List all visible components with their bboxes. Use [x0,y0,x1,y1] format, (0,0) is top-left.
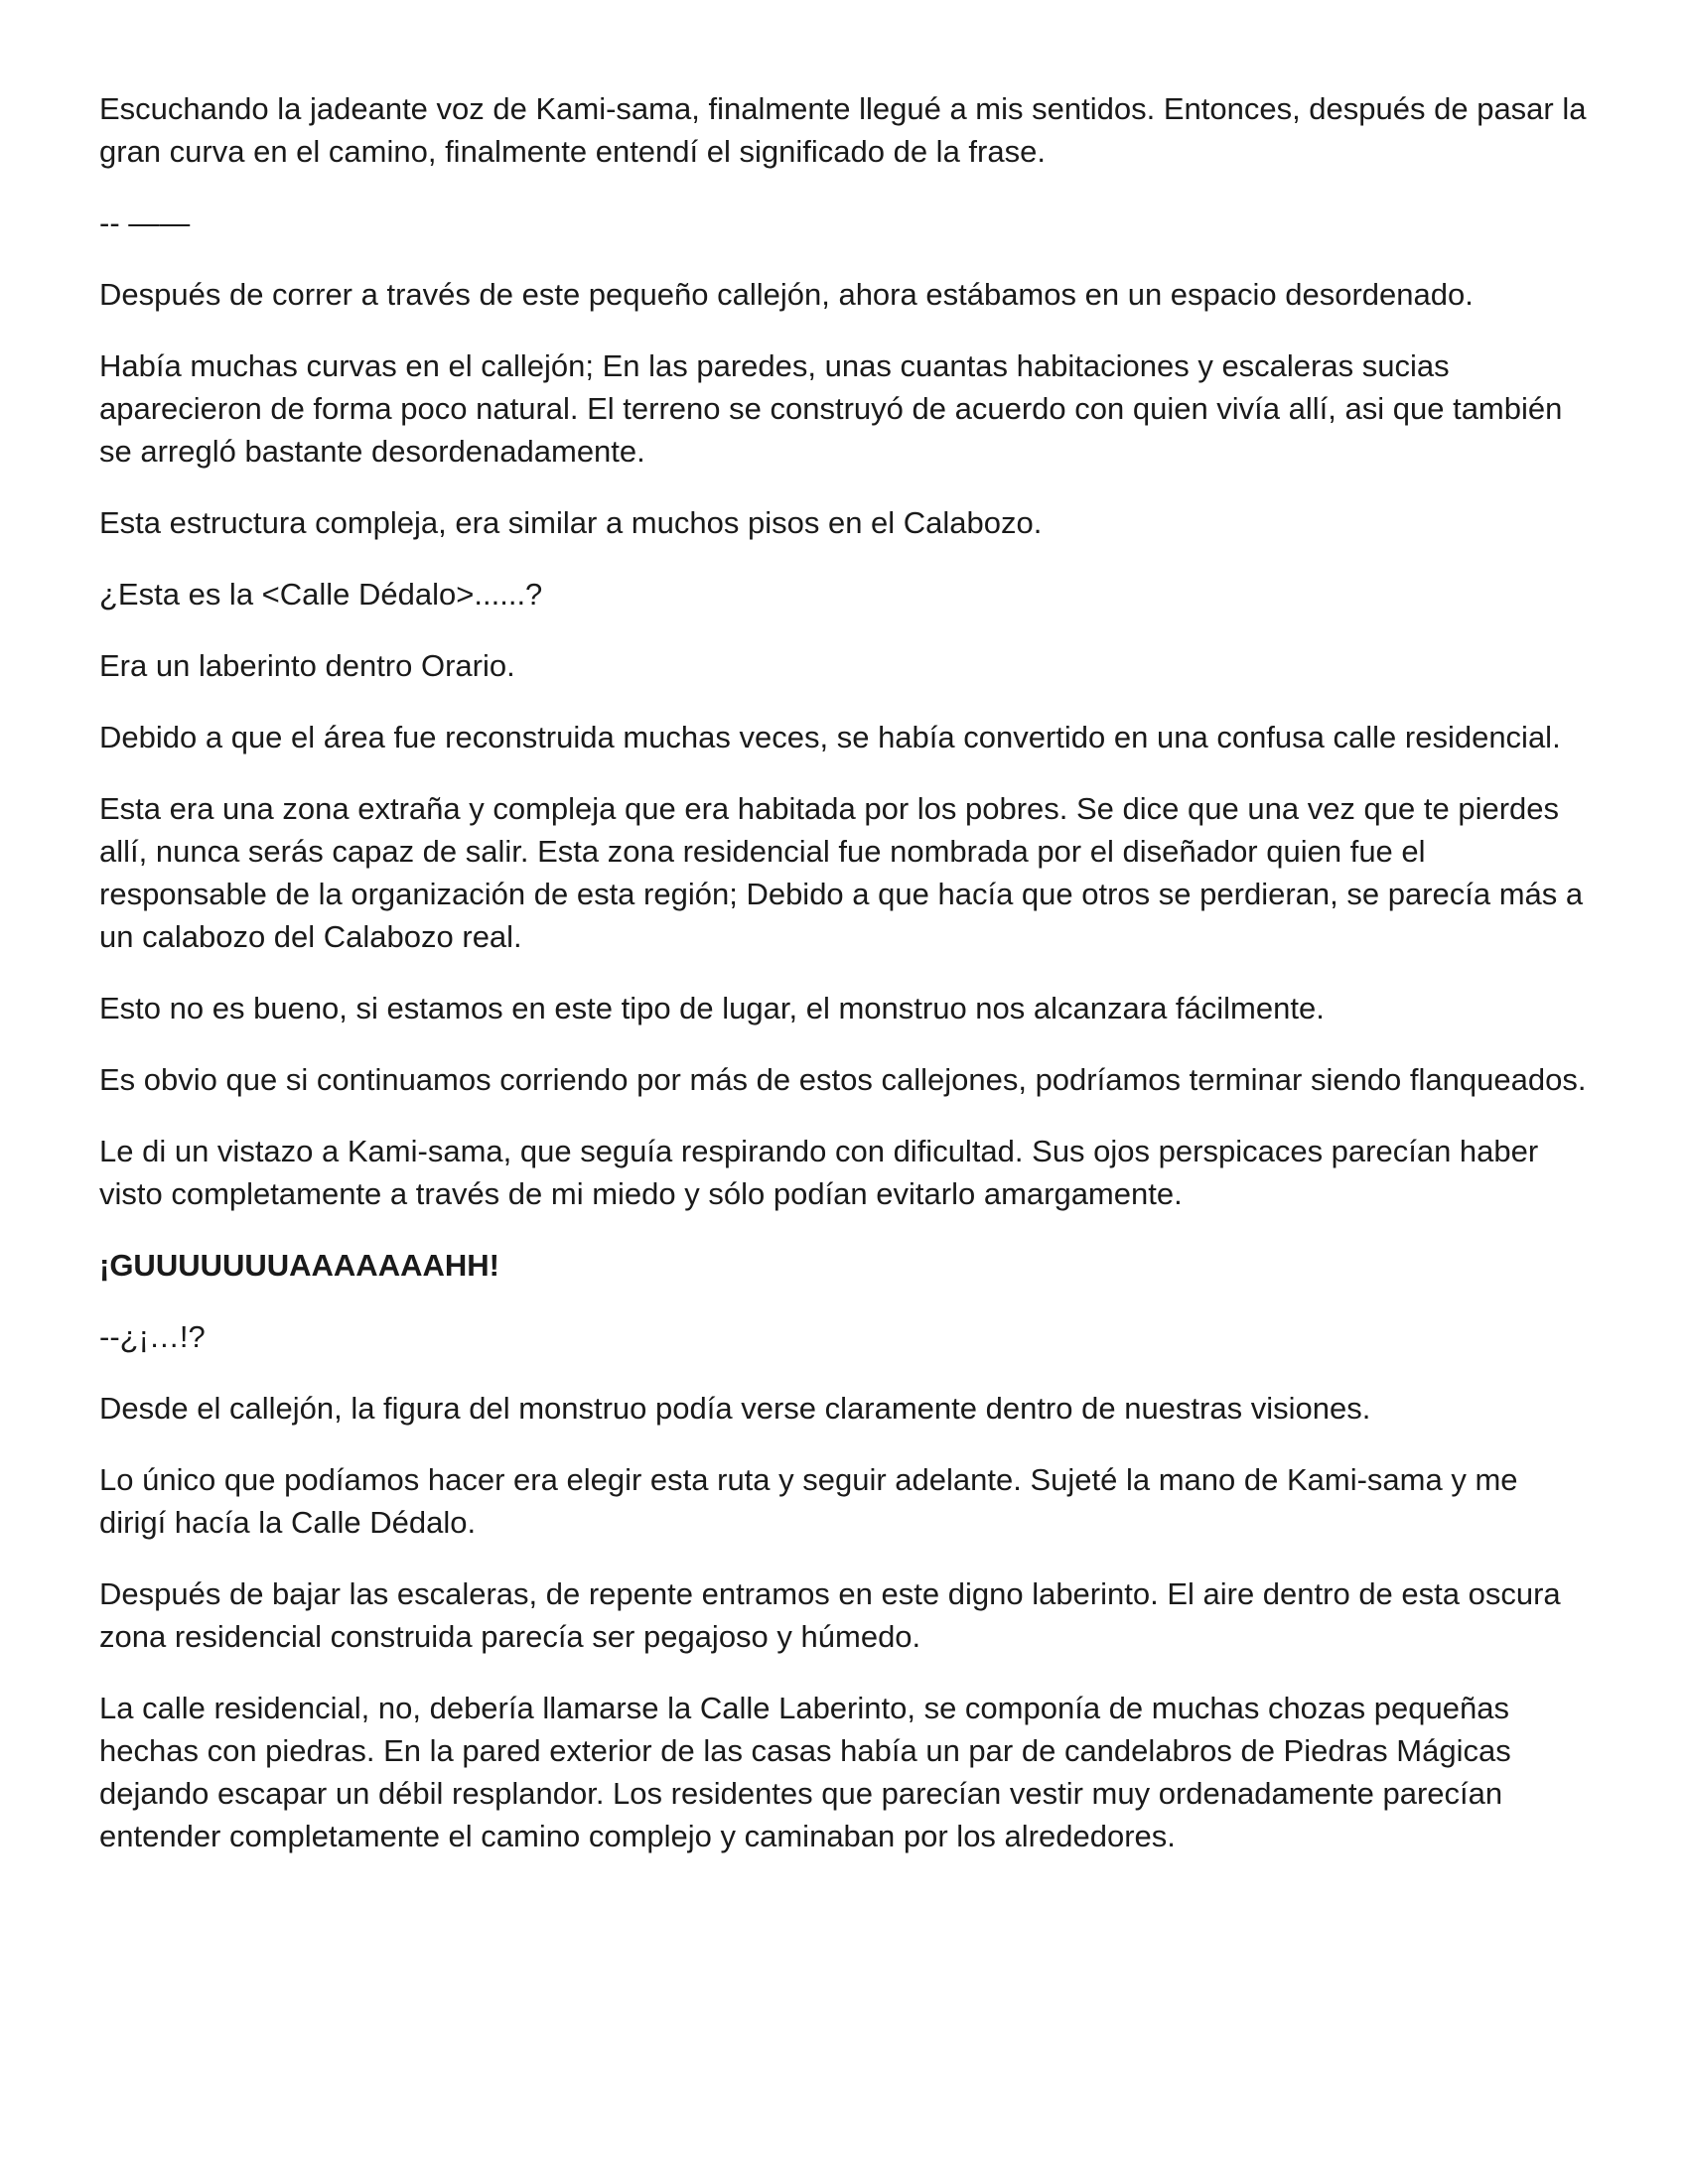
paragraph-9: Esta era una zona extraña y compleja que era habitada por los pobres. Se dice que una vez que te pierdes allí, nunca serás capaz de salir. Esta zona residencial fue nombrada por el diseñador quien fue el responsable de la organización de esta región; Debido a que hacía que otros se perdieran, se parecía más a un calabozo del Calabozo real. [99,791,1584,954]
paragraph-18: La calle residencial, no, debería llamarse la Calle Laberinto, se componía de muchas chozas pequeñas hechas con piedras. En la pared exterior de las casas había un par de candelabros de Piedras Mágicas dejando escapar un débil resplandor. Los residentes que parecían vestir muy ordenadamente parecían entender completamente el camino complejo y caminaban por los alrededores. [99,1691,1511,1853]
paragraph-13-shout: ¡GUUUUUUUAAAAAAAHH! [99,1248,499,1283]
paragraph-17: Después de bajar las escaleras, de repente entramos en este digno laberinto. El aire dentro de esta oscura zona residencial construida parecía ser pegajoso y húmedo. [99,1576,1561,1654]
paragraph-4: Había muchas curvas en el callejón; En las paredes, unas cuantas habitaciones y escaleras sucias aparecieron de forma poco natural. El terreno se construyó de acuerdo con quien vivía allí, asi que también se arregló bastante desordenadamente. [99,348,1563,469]
document-body [99,87,1589,1886]
paragraph-3: Después de correr a través de este pequeño callejón, ahora estábamos en un espacio desordenado. [99,277,1474,312]
paragraph-12: Le di un vistazo a Kami-sama, que seguía respirando con dificultad. Sus ojos perspicaces parecían haber visto completamente a través de mi miedo y sólo podían evitarlo amargamente. [99,1134,1539,1211]
paragraph-10: Esto no es bueno, si estamos en este tipo de lugar, el monstruo nos alcanzara fácilmente. [99,991,1325,1025]
paragraph-8: Debido a que el área fue reconstruida muchas veces, se había convertido en una confusa calle residencial. [99,720,1561,754]
paragraph-5: Esta estructura compleja, era similar a muchos pisos en el Calabozo. [99,505,1043,540]
paragraph-6: ¿Esta es la <Calle Dédalo>......? [99,577,543,612]
paragraph-2-separator: -- —— [99,205,191,240]
paragraph-11: Es obvio que si continuamos corriendo por más de estos callejones, podríamos terminar siendo flanqueados. [99,1062,1587,1097]
paragraph-7: Era un laberinto dentro Orario. [99,648,515,683]
paragraph-15: Desde el callejón, la figura del monstruo podía verse claramente dentro de nuestras visiones. [99,1391,1371,1426]
paragraph-1: Escuchando la jadeante voz de Kami-sama, finalmente llegué a mis sentidos. Entonces, después de pasar la gran curva en el camino, finalmente entendí el significado de la frase. [99,91,1587,169]
paragraph-16: Lo único que podíamos hacer era elegir esta ruta y seguir adelante. Sujeté la mano de Kami-sama y me dirigí hacía la Calle Dédalo. [99,1462,1518,1540]
paragraph-14: --¿¡…!? [99,1319,206,1354]
